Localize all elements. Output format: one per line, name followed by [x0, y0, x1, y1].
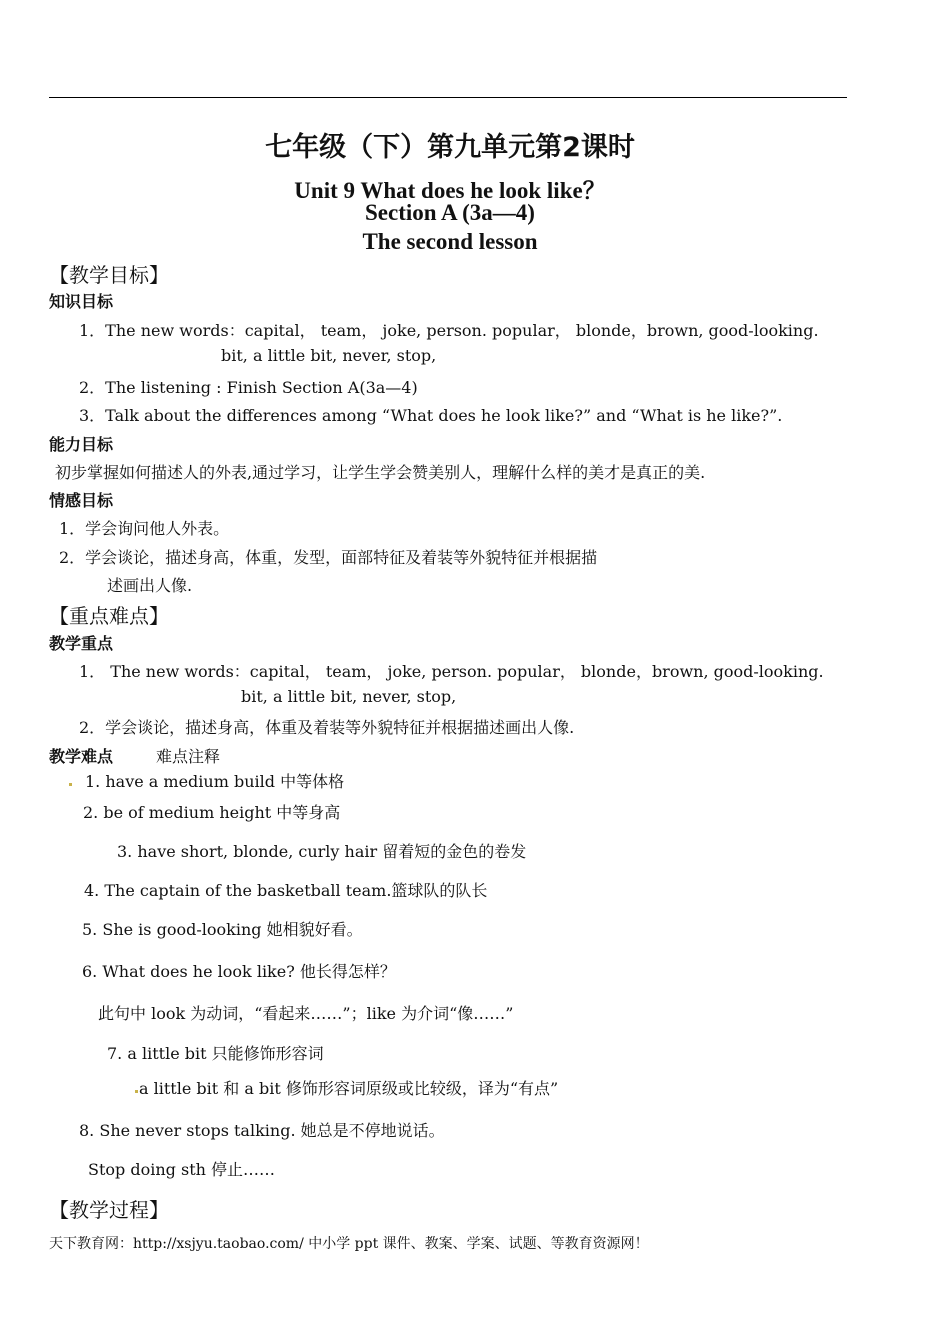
ability-text: 初步掌握如何描述人的外表,通过学习，让学生学会赞美别人，理解什么样的美才是真正的美.: [55, 463, 706, 482]
focus-label: 教学重点: [49, 634, 114, 653]
knowledge-label: 知识目标: [49, 292, 114, 311]
focus-item-1-cont: bit, a little bit, never, stop,: [241, 687, 457, 706]
focus-item-1: 1． The new words：capital， team， joke, person. popular， blonde，brown, good-looking.: [79, 662, 824, 681]
emotion-item-1: 1．学会询问他人外表。: [59, 519, 230, 538]
decorative-dot: [69, 783, 72, 786]
difficulty-note-7-detail: a little bit 和 a bit 修饰形容词原级或比较级，译为“有点”: [139, 1079, 559, 1098]
objectives-heading: 【教学目标】: [49, 263, 169, 287]
section-title: Section A (3a—4): [365, 200, 535, 225]
page-footer: 天下教育网：http://xsjyu.taobao.com/ 中小学 ppt 课件、教案、学案、试题、等教育资源网！: [49, 1236, 649, 1252]
ability-label: 能力目标: [49, 435, 114, 454]
difficulty-note-1: 1. have a medium build 中等体格: [85, 772, 345, 791]
emotion-item-2-cont: 述画出人像.: [107, 576, 193, 595]
key-points-heading: 【重点难点】: [49, 604, 169, 628]
difficulty-note-3: 3. have short, blonde, curly hair 留着短的金色的卷发: [117, 842, 527, 861]
difficulty-note-6: 6. What does he look like? 他长得怎样？: [82, 962, 396, 981]
emotion-label: 情感目标: [49, 491, 114, 510]
difficulty-note-8: 8. She never stops talking. 她总是不停地说话。: [79, 1121, 445, 1140]
knowledge-item-1: 1．The new words：capital， team， joke, person. popular， blonde，brown, good-looking.: [79, 321, 819, 340]
difficulty-note-8-detail: Stop doing sth 停止……: [88, 1160, 276, 1179]
difficulty-label: 教学难点: [49, 747, 114, 766]
lesson-title: The second lesson: [362, 229, 538, 254]
knowledge-item-3: 3．Talk about the differences among “What does he look like?” and “What is he like?”.: [79, 406, 783, 425]
difficulty-note-5: 5. She is good-looking 她相貌好看。: [82, 920, 363, 939]
knowledge-item-2: 2．The listening : Finish Section A(3a—4): [79, 378, 418, 397]
difficulty-note-7: 7. a little bit 只能修饰形容词: [107, 1044, 324, 1063]
focus-item-2: 2．学会谈论，描述身高，体重及着装等外貌特征并根据描述画出人像.: [79, 718, 575, 737]
page-title: 七年级（下）第九单元第2课时: [265, 132, 635, 163]
decorative-dot: [135, 1090, 138, 1093]
knowledge-item-1-cont: bit, a little bit, never, stop,: [221, 346, 437, 365]
emotion-item-2: 2．学会谈论，描述身高，体重，发型，面部特征及着装等外貌特征并根据描: [59, 548, 598, 567]
unit-title: Unit 9 What does he look like？: [294, 178, 606, 203]
process-heading: 【教学过程】: [49, 1198, 169, 1222]
difficulty-note-2: 2. be of medium height 中等身高: [83, 803, 341, 822]
difficulty-note: 难点注释: [156, 747, 221, 766]
difficulty-note-6-detail: 此句中 look 为动词，“看起来……”；like 为介词“像……”: [98, 1004, 514, 1023]
difficulty-note-4: 4. The captain of the basketball team.篮球队的队长: [84, 881, 488, 900]
header-rule: [49, 97, 847, 98]
